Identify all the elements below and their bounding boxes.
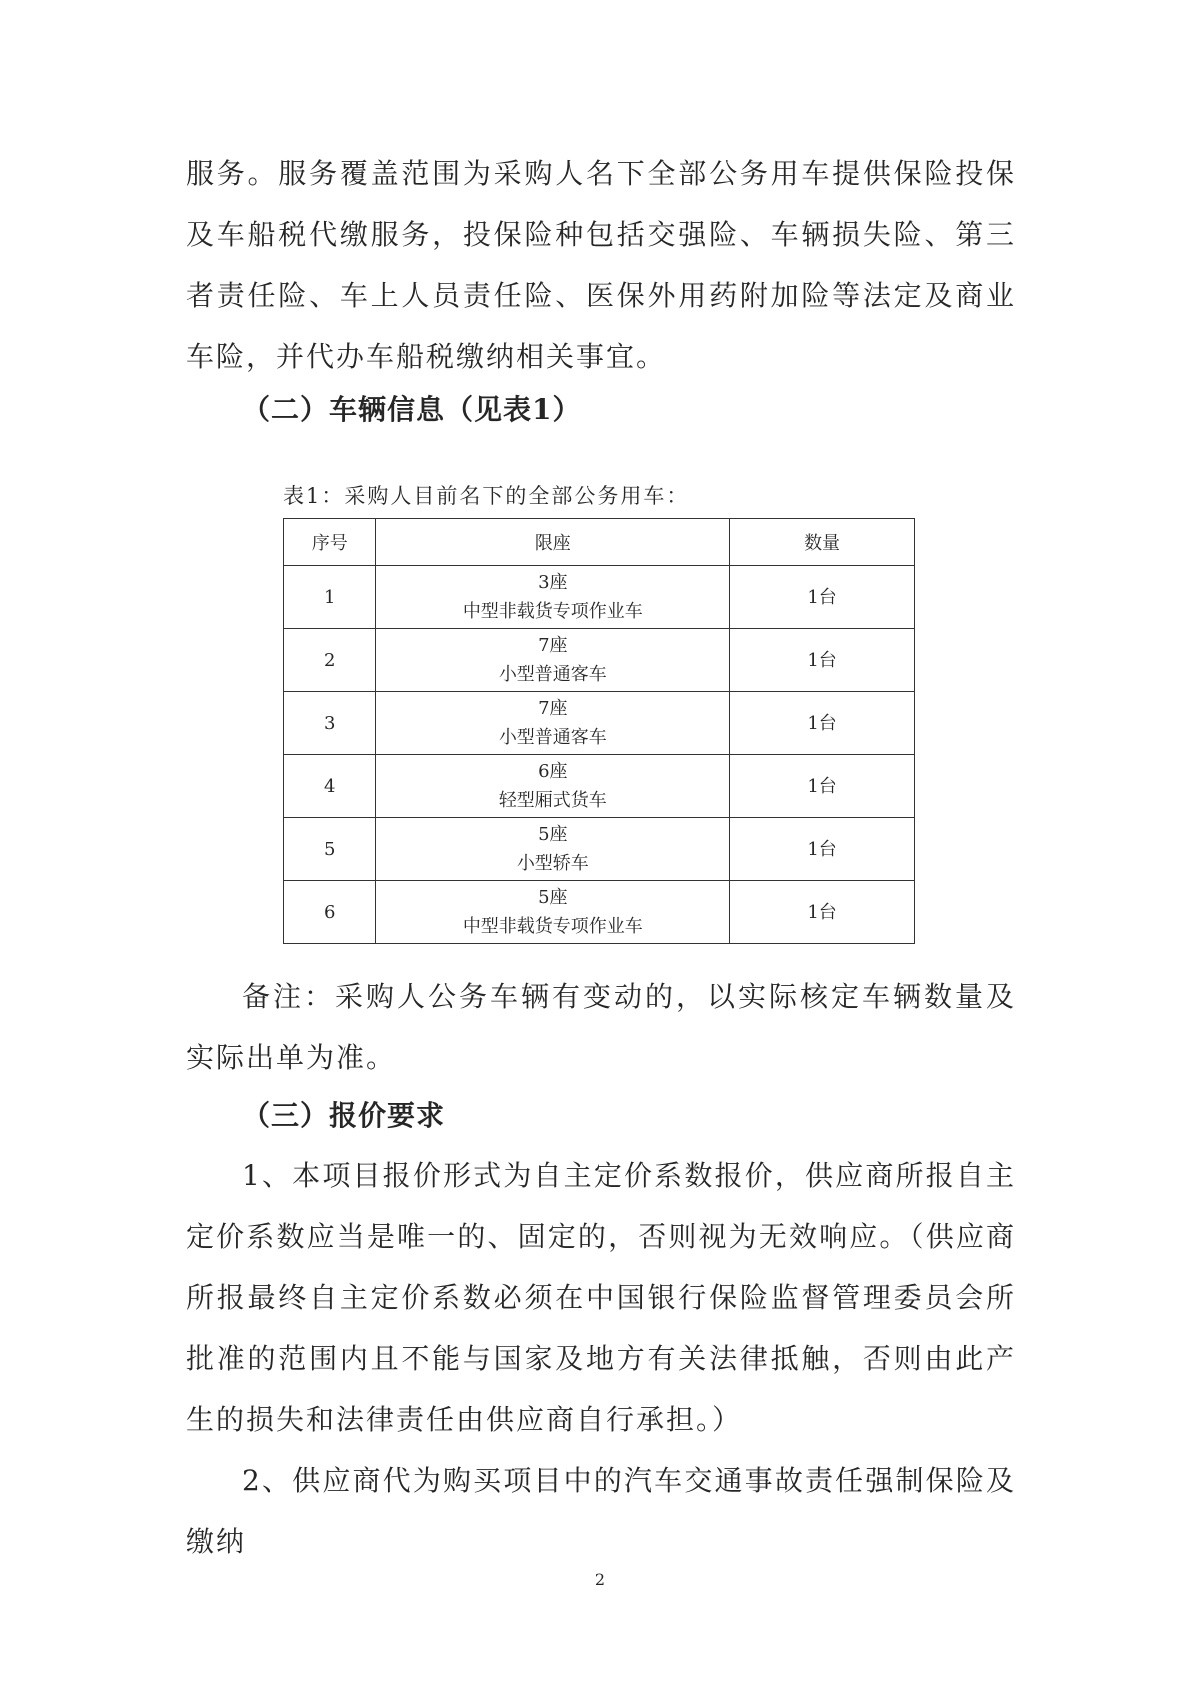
vehicle-type: 轻型厢式货车 [498,790,607,811]
vehicle-table [283,518,915,944]
cell-qty: 1台 [730,881,915,944]
section-heading-vehicle-info: （二）车辆信息（见表1） [242,393,582,426]
requirement-item-2: 2、供应商代为购买项目中的汽车交通事故责任强制保险及缴纳 [186,1464,1016,1558]
vehicle-type: 小型普通客车 [498,664,607,685]
cell-no: 5 [284,818,376,881]
requirement-item-1: 1、本项目报价形式为自主定价系数报价，供应商所报自主定价系数应当是唯一的、固定的，否则视为无效响应。（供应商所报最终自主定价系数必须在中国银行保险监督管理委员会所批准的范围内且不能与国家及地方有关法律抵触，否则由此产生的损失和法律责任由供应商自行承担。） [186,1159,1016,1436]
cell-seats [376,566,730,629]
vehicle-type: 中型非载货专项作业车 [462,601,643,622]
page-number: 2 [594,1570,606,1589]
cell-no: 3 [284,692,376,755]
intro-paragraph: 服务。服务覆盖范围为采购人名下全部公务用车提供保险投保及车船税代缴服务，投保险种包括交强险、车辆损失险、第三者责任险、车上人员责任险、医保外用药附加险等法定及商业车险，并代办车船税缴纳相关事宜。 [186,157,1016,373]
cell-qty: 1台 [730,692,915,755]
table-row [284,755,915,818]
seat-count: 5座 [538,824,568,845]
cell-seats [376,818,730,881]
table-row [284,692,915,755]
table-header-row [284,519,915,566]
table-row [284,566,915,629]
seat-count: 6座 [538,761,568,782]
vehicle-type: 小型轿车 [516,853,589,874]
seat-count: 3座 [538,572,568,593]
cell-seats [376,692,730,755]
vehicle-type: 小型普通客车 [498,727,607,748]
header-no: 序号 [284,519,376,566]
vehicle-type: 中型非载货专项作业车 [462,916,643,937]
seat-count: 7座 [538,698,568,719]
cell-no: 2 [284,629,376,692]
cell-no: 6 [284,881,376,944]
cell-no: 4 [284,755,376,818]
note-paragraph: 备注：采购人公务车辆有变动的，以实际核定车辆数量及实际出单为准。 [186,980,1016,1074]
table-caption: 表1：采购人目前名下的全部公务用车： [283,484,690,508]
cell-seats [376,629,730,692]
header-qty: 数量 [730,519,915,566]
cell-qty: 1台 [730,818,915,881]
seat-count: 7座 [538,635,568,656]
table-row [284,881,915,944]
cell-seats [376,881,730,944]
cell-qty: 1台 [730,566,915,629]
table-row [284,629,915,692]
cell-seats [376,755,730,818]
cell-qty: 1台 [730,629,915,692]
cell-no: 1 [284,566,376,629]
table-row [284,818,915,881]
section-heading-quote-requirements: （三）报价要求 [242,1099,446,1132]
cell-qty: 1台 [730,755,915,818]
seat-count: 5座 [538,887,568,908]
header-seats: 限座 [376,519,730,566]
